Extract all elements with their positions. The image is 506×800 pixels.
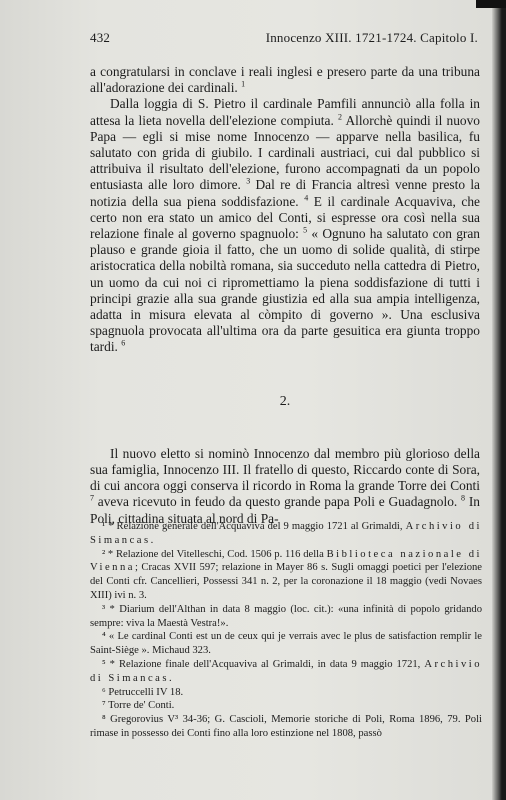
footnote-4: ⁴ « Le cardinal Conti est un de ceux qui je verrais avec le plus de satisfaction remplir le Saint-Siège ». Michaud 323.: [90, 631, 482, 657]
footnote-2: ² * Relazione del Vitelleschi, Cod. 1506 p. 116 della Biblioteca nazionale di Vienna; Cracas XVII 597; relazione in Mayer 86 s. Sugli omaggi poetici per l'elezione del Conti cfr. Cancellieri, Possessi 341 n. 2, per la coronazione il 18 maggio (vedi Novaes XIII) ivi n. 3.: [90, 548, 482, 601]
note-ref: 1: [241, 79, 246, 89]
note-ref: 5: [303, 225, 308, 235]
footnote-6: ⁶ Petruccelli IV 18.: [102, 686, 184, 698]
scan-corner: [476, 0, 506, 8]
footnote-7: ⁷ Torre de' Conti.: [102, 700, 175, 712]
running-title: Innocenzo XIII. 1721-1724. Capitolo I.: [265, 30, 478, 45]
page-edge-shadow: [492, 0, 506, 800]
footnote-3: ³ * Diarium dell'Althan in data 8 maggio (loc. cit.): «una infinità di popolo gridando sempre: viva la Maestà Vestra!».: [90, 603, 482, 629]
note-ref: 7: [90, 494, 94, 503]
footnotes: [90, 520, 482, 741]
note-ref: 2: [338, 112, 342, 122]
note-ref: 3: [246, 176, 251, 186]
paragraph-1: a congratularsi in conclave i reali inglesi e presero parte da una tribuna all'adorazione dei cardinali. $^1$: [90, 64, 480, 96]
page-number: 432: [90, 30, 111, 45]
note-ref: 6: [121, 338, 126, 348]
note-ref: 4: [304, 193, 309, 203]
paragraph-2: Dalla loggia di S. Pietro il cardinale Pamfili annunciò alla folla in attesa la lieta novella dell'elezione compiuta. $^2$ Allorchè quindi il nuovo Papa — egli si mise nome Innocenzo — apparve nella basilica, fu salutato con grida di giubilo. I cardinali austriaci, cui dal pubblico si attribuiva il risultato dell'elezione, furono accompagnati da un popolo entusiasta alle loro dimore. $^3$ Dal re di Francia altresì venne presto la notizia della sua piena soddisfazione. $^4$ E il cardinale Acquaviva, che certo non era stato un amico del Conti, si espresse ora così nella sua relazione finale al governo spagnuolo: $^5$ « Ognuno ha salutato con gran plauso e grande gioia il fatto, che un uomo di solide qualità, di stirpe aristocratica della nobiltà romana, sia succeduto nella cattedra di Pietro, un uomo da cui noi ci ripromettiamo la piena soddisfazione di tutti i principi grazie alla sua grande giustizia ed alla sua ampia intelligenza, adatta in misura elevata al còmpito di governo ». Una esclusiva spagnuola provocata all'ultima ora da parte gesuitica era giunta troppo tardi. $^6$: [90, 96, 480, 355]
note-ref: 8: [461, 494, 466, 503]
footnote-5: ⁵ * Relazione finale dell'Acquaviva al Grimaldi, in data 9 maggio 1721, Archivio di Simancas.: [90, 658, 483, 684]
paragraph-3: Il nuovo eletto si nominò Innocenzo dal membro più glorioso della sua famiglia, Innocenzo III. Il fratello di questo, Riccardo conte di Sora, di cui ancora oggi conserva il ricordo in Roma la grande Torre dei Conti $^7$ aveva ricevuto in feudo da questo grande papa Poli e Guadagnolo. $^8$ In Poli, cittadina situata al nord di Pa-: [90, 445, 480, 526]
section-number: 2.: [279, 393, 291, 409]
main-text: [90, 64, 480, 527]
footnote-1: ¹ * Relazione generale dell'Acquaviva del 9 maggio 1721 al Grimaldi, Archivio di Simancas.: [90, 521, 482, 546]
footnote-8: ⁸ Gregorovius V³ 34-36; G. Cascioli, Memorie storiche di Poli, Roma 1896, 79. Poli rimase in possesso dei Conti fino alla loro estinzione nel 1808, passò: [90, 714, 482, 739]
